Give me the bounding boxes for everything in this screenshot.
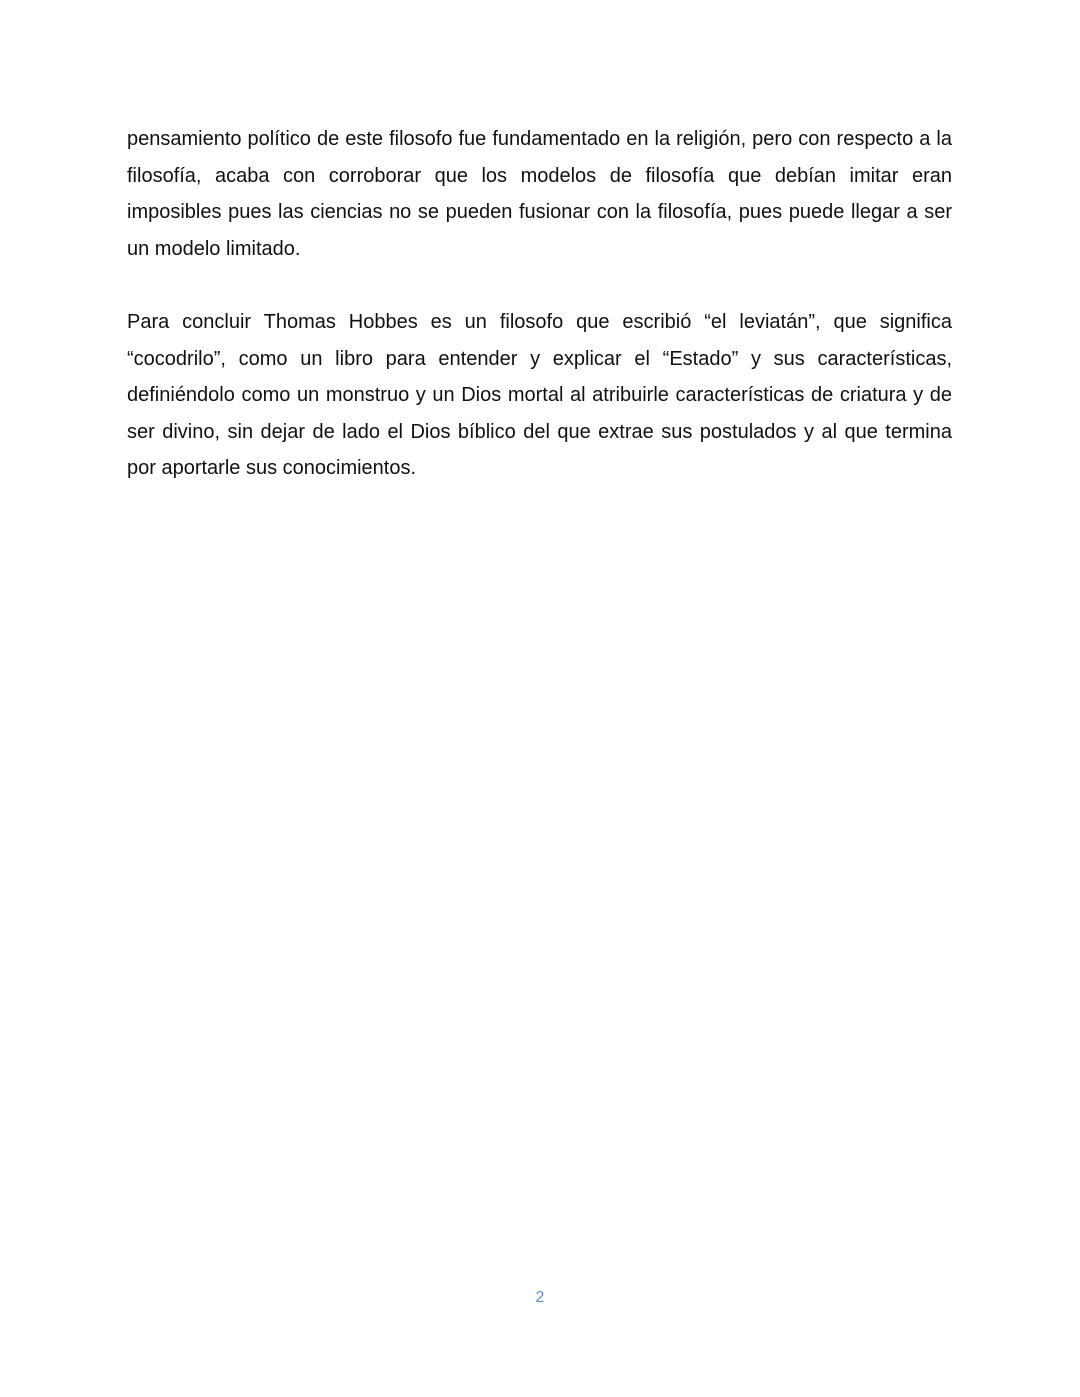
document-body — [127, 121, 952, 487]
page-number: 2 — [535, 1289, 545, 1306]
paragraph-2: Para concluir Thomas Hobbes es un filosofo que escribió “el leviatán”, que significa “cocodrilo”, como un libro para entender y explicar el “Estado” y sus características, definiéndolo como un monstruo y un Dios mortal al atribuirle características de criatura y de ser divino, sin dejar de lado el Dios bíblico del que extrae sus postulados y al que termina por aportarle sus conocimientos. — [127, 310, 952, 480]
paragraph-1: pensamiento político de este filosofo fue fundamentado en la religión, pero con respecto a la filosofía, acaba con corroborar que los modelos de filosofía que debían imitar eran imposibles pues las ciencias no se pueden fusionar con la filosofía, pues puede llegar a ser un modelo limitado. — [127, 128, 952, 260]
